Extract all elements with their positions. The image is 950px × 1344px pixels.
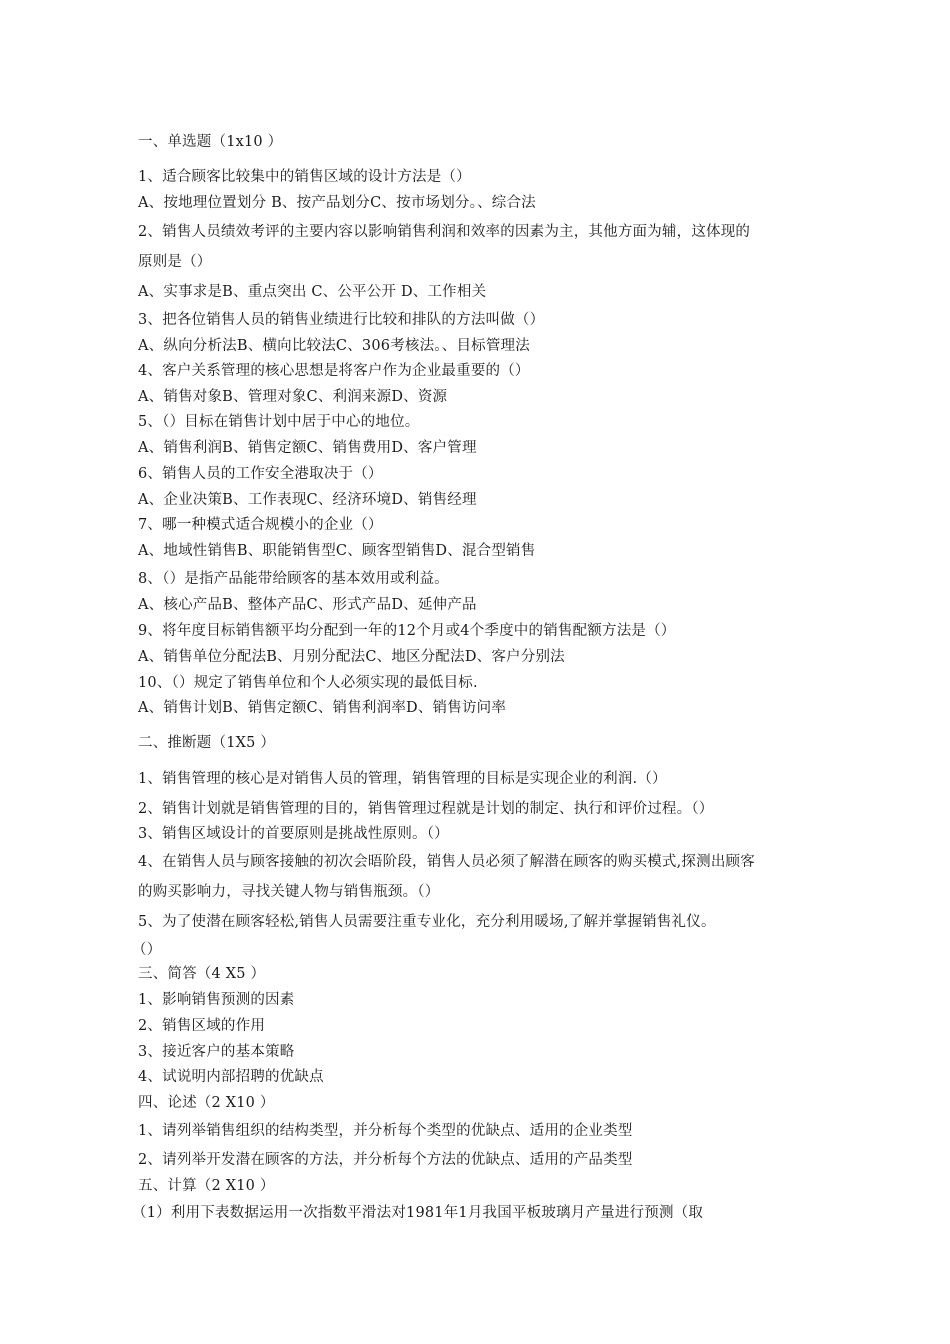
answer-options: A、实事求是B、重点突出 C、公平公开 D、工作相关 — [138, 284, 487, 300]
question-text-continued: 原则是（） — [138, 254, 212, 270]
short-answer-question: 2、销售区域的作用 — [138, 1018, 266, 1034]
statement-text: 4、在销售人员与顾客接触的初次会晤阶段，销售人员必须了解潜在顾客的购买模式,探测出顾客 — [138, 854, 755, 870]
answer-options: A、销售计划B、销售定额C、销售利润率D、销售访问率 — [138, 700, 507, 716]
question-text: 7、哪一种模式适合规模小的企业（） — [138, 517, 383, 533]
section-heading-calculation: 五、计算（2 X10 ） — [138, 1178, 275, 1194]
question-text: 3、把各位销售人员的销售业绩进行比较和排队的方法叫做（） — [138, 312, 545, 328]
short-answer-question: 4、试说明内部招聘的优缺点 — [138, 1069, 324, 1085]
answer-options: A、销售对象B、管理对象C、利润来源D、资源 — [138, 389, 448, 405]
calculation-question: （1）利用下表数据运用一次指数平滑法对1981年1月我国平板玻璃月产量进行预测（取 — [132, 1205, 704, 1221]
section-heading-short-answer: 三、简答（4 X5 ） — [138, 966, 266, 982]
statement-text: 1、销售管理的核心是对销售人员的管理，销售管理的目标是实现企业的利润.（） — [138, 771, 667, 787]
short-answer-question: 1、影响销售预测的因素 — [138, 992, 295, 1008]
question-text: 2、销售人员绩效考评的主要内容以影响销售利润和效率的因素为主，其他方面为辅，这体现的 — [138, 224, 751, 240]
answer-options: A、按地理位置划分 B、按产品划分C、按市场划分。、综合法 — [138, 195, 536, 211]
essay-question: 1、请列举销售组织的结构类型，并分析每个类型的优缺点、适用的企业类型 — [138, 1123, 633, 1139]
essay-question: 2、请列举开发潜在顾客的方法，并分析每个方法的优缺点、适用的产品类型 — [138, 1152, 633, 1168]
question-text: 4、客户关系管理的核心思想是将客户作为企业最重要的（） — [138, 363, 530, 379]
answer-options: A、核心产品B、整体产品C、形式产品D、延伸产品 — [138, 597, 477, 613]
section-heading-true-false: 二、推断题（1X5 ） — [138, 735, 276, 751]
answer-options: A、纵向分析法B、横向比较法C、306考核法。、目标管理法 — [138, 338, 530, 354]
statement-text: 2、销售计划就是销售管理的目的，销售管理过程就是计划的制定、执行和评价过程。（） — [138, 801, 714, 817]
answer-options: A、销售利润B、销售定额C、销售费用D、客户管理 — [138, 440, 477, 456]
answer-options: A、销售单位分配法B、月别分配法C、地区分配法D、客户分别法 — [138, 649, 565, 665]
question-text: 6、销售人员的工作安全港取决于（） — [138, 466, 383, 482]
question-text: 1、适合顾客比较集中的销售区域的设计方法是（） — [138, 169, 471, 185]
question-text: 5、（）目标在销售计划中居于中心的地位。 — [138, 414, 420, 430]
answer-bracket: （） — [132, 942, 162, 958]
answer-options: A、地域性销售B、职能销售型C、顾客型销售D、混合型销售 — [138, 543, 536, 559]
statement-text: 3、销售区域设计的首要原则是挑战性原则。（） — [138, 826, 449, 842]
question-text: 9、将年度目标销售额平均分配到一年的12个月或4个季度中的销售配额方法是（） — [138, 623, 676, 639]
question-text: 8、（）是指产品能带给顾客的基本效用或利益。 — [138, 571, 449, 587]
statement-text-continued: 的购买影响力，寻找关键人物与销售瓶颈。（） — [138, 884, 440, 900]
section-heading-single-choice: 一、单选题（1x10 ） — [138, 134, 283, 150]
section-heading-essay: 四、论述（2 X10 ） — [138, 1095, 275, 1111]
statement-text: 5、为了使潜在顾客轻松,销售人员需要注重专业化，充分利用暖场,了解并掌握销售礼仪。 — [138, 914, 716, 930]
short-answer-question: 3、接近客户的基本策略 — [138, 1044, 295, 1060]
answer-options: A、企业决策B、工作表现C、经济环境D、销售经理 — [138, 492, 477, 508]
question-text: 10、（）规定了销售单位和个人必须实现的最低目标. — [138, 675, 478, 691]
